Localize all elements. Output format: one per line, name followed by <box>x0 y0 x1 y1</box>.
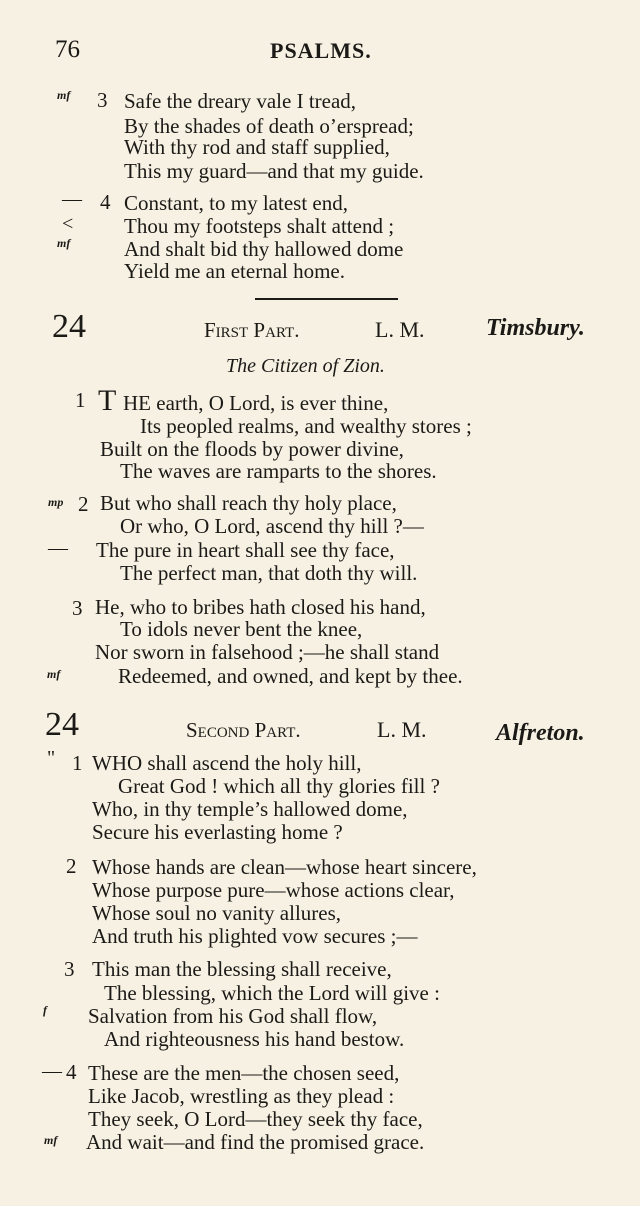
verse-line: Whose purpose pure—whose actions clear, <box>92 878 455 902</box>
verse-line: And righteousness his hand bestow. <box>104 1027 405 1051</box>
hymn-part: First Part. <box>204 318 300 342</box>
dynamic-mark: mf <box>57 88 71 102</box>
verse-line: This man the blessing shall receive, <box>92 957 392 981</box>
dynamic-mark: — <box>48 537 68 559</box>
verse-line: WHO shall ascend the holy hill, <box>92 751 362 775</box>
hymn-subtitle: The Citizen of Zion. <box>226 355 385 377</box>
page-number: 76 <box>55 36 80 63</box>
verse-line: The pure in heart shall see thy face, <box>96 538 395 562</box>
verse-line: Great God ! which all thy glories fill ? <box>118 774 440 798</box>
dynamic-mark: f <box>43 1003 47 1017</box>
verse-line: Yield me an eternal home. <box>124 259 346 283</box>
verse-line: To idols never bent the knee, <box>120 617 363 641</box>
verse-number: 3 <box>72 596 83 620</box>
verse-line: Redeemed, and owned, and kept by thee. <box>118 664 463 688</box>
verse-line: Whose hands are clean—whose heart sincere, <box>92 855 477 879</box>
tune-name: Timsbury. <box>486 315 585 341</box>
verse-number: 4 <box>66 1060 77 1084</box>
verse-line: The waves are ramparts to the shores. <box>120 459 437 483</box>
hymn-meter: L. M. <box>375 317 425 342</box>
dynamic-mark: — <box>42 1060 62 1082</box>
verse-line: Built on the floods by power divine, <box>100 437 404 461</box>
dynamic-mark: " <box>47 747 56 769</box>
verse-line: Like Jacob, wrestling as they plead : <box>88 1084 395 1108</box>
running-head: PSALMS. <box>270 38 372 63</box>
section-divider <box>255 298 398 300</box>
hymn-part: Second Part. <box>186 718 301 742</box>
dynamic-mark: mf <box>44 1133 58 1147</box>
verse-number: 1 <box>72 751 83 775</box>
verse-line: Who, in thy temple’s hallowed dome, <box>92 797 408 821</box>
verse-line: And truth his plighted vow secures ;— <box>92 924 418 948</box>
verse-line: Or who, O Lord, ascend thy hill ?— <box>120 514 424 538</box>
dynamic-mark: — <box>62 188 82 210</box>
verse-number: 2 <box>78 492 89 516</box>
verse-line: They seek, O Lord—they seek thy face, <box>88 1107 423 1131</box>
hymn-number: 24 <box>45 706 79 743</box>
dynamic-mark: mp <box>48 495 64 509</box>
verse-number: 2 <box>66 854 77 878</box>
verse-line: HE earth, O Lord, is ever thine, <box>123 391 389 415</box>
dynamic-mark: mf <box>57 236 71 250</box>
verse-line: This my guard—and that my guide. <box>124 159 424 183</box>
tune-name: Alfreton. <box>496 720 585 746</box>
verse-number: 3 <box>64 957 75 981</box>
verse-line: Nor sworn in falsehood ;—he shall stand <box>95 640 440 664</box>
verse-number: 1 <box>75 388 86 412</box>
verse-line: And shalt bid thy hallowed dome <box>124 237 404 261</box>
verse-line: Thou my footsteps shalt attend ; <box>124 214 395 238</box>
verse-line: The perfect man, that doth thy will. <box>120 561 418 585</box>
verse-line: With thy rod and staff supplied, <box>124 135 390 159</box>
verse-line: Secure his everlasting home ? <box>92 820 343 844</box>
verse-number: 4 <box>100 190 111 214</box>
verse-number: 3 <box>97 88 108 112</box>
verse-line: And wait—and find the promised grace. <box>86 1130 425 1154</box>
verse-line: Salvation from his God shall flow, <box>88 1004 378 1028</box>
verse-line: By the shades of death o’erspread; <box>124 114 414 138</box>
hymn-number: 24 <box>52 308 86 345</box>
verse-line: Its peopled realms, and wealthy stores ; <box>140 414 472 438</box>
verse-line: But who shall reach thy holy place, <box>100 491 397 515</box>
verse-line: Constant, to my latest end, <box>124 191 348 215</box>
verse-line: The blessing, which the Lord will give : <box>104 981 440 1005</box>
dynamic-mark: mf <box>47 667 61 681</box>
hymn-meter: L. M. <box>377 717 427 742</box>
verse-line: Whose soul no vanity allures, <box>92 901 342 925</box>
dynamic-mark: < <box>62 213 74 235</box>
drop-cap: T <box>98 384 117 417</box>
verse-line: Safe the dreary vale I tread, <box>124 89 357 113</box>
verse-line: He, who to bribes hath closed his hand, <box>95 595 426 619</box>
verse-line: These are the men—the chosen seed, <box>88 1061 400 1085</box>
